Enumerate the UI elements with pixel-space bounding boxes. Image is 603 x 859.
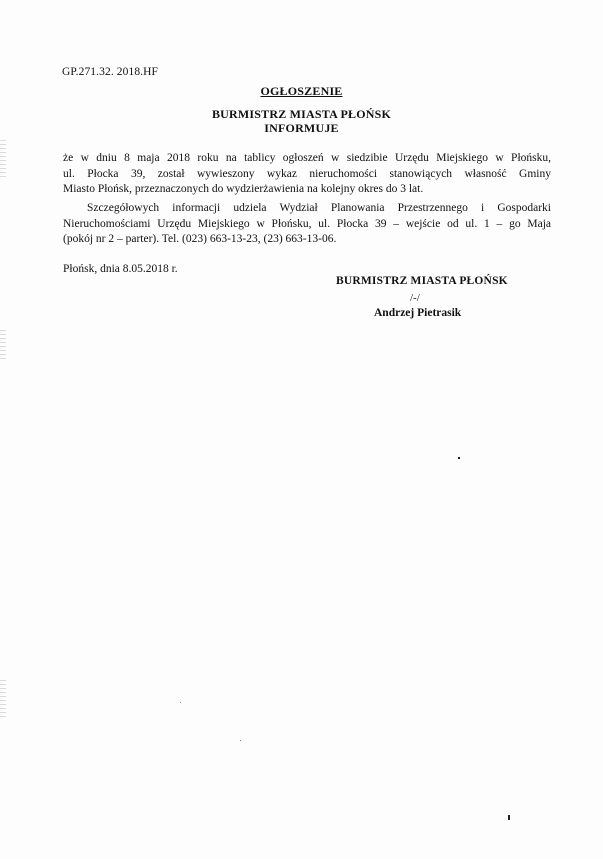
paragraph-line: (pokój nr 2 – parter). Tel. (023) 663-13-23, (23) 663-13-06. [63,233,337,245]
paragraph-line: Nieruchomościami Urzędu Miejskiego w Płońsku, ul. Płocka 39 – wejście od ul. 1 – go Maja [63,217,551,230]
scan-speck [240,740,241,741]
paragraph-line: że w dniu 8 maja 2018 roku na tablicy ogłoszeń w siedzibie Urzędu Miejskiego w Płońsku, [63,152,551,164]
signature-name: Andrzej Pietrasik [374,307,462,319]
scan-edge-noise [0,140,6,180]
signature-title: BURMISTRZ MIASTA PŁOŃSK [336,275,508,287]
reference-number: GP.271.32. 2018.HF [62,66,159,78]
scan-edge-noise [0,680,6,720]
place-and-date: Płońsk, dnia 8.05.2018 r. [63,263,178,275]
page-title: OGŁOSZENIE [260,84,343,98]
paragraph-line: Szczegółowych informacji udziela Wydział Planowania Przestrzennego i Gospodarki [87,202,551,214]
scan-speck [180,702,181,703]
announcement-paragraph [63,151,551,198]
informs-heading: INFORMUJE [264,121,339,135]
issuer-heading: BURMISTRZ MIASTA PŁOŃSK [211,107,392,121]
scan-speck [508,815,510,820]
paragraph-line: Miasto Płońsk, przeznaczonych do wydzierżawienia na kolejny okres do 3 lat. [63,183,424,195]
scan-speck [458,457,460,459]
scan-edge-noise [0,330,6,360]
contact-paragraph [63,201,551,248]
paragraph-line: ul. Płocka 39, został wywieszony wykaz nieruchomości stanowiących własność Gminy [63,167,551,180]
signature-mark: /-/ [410,292,420,304]
